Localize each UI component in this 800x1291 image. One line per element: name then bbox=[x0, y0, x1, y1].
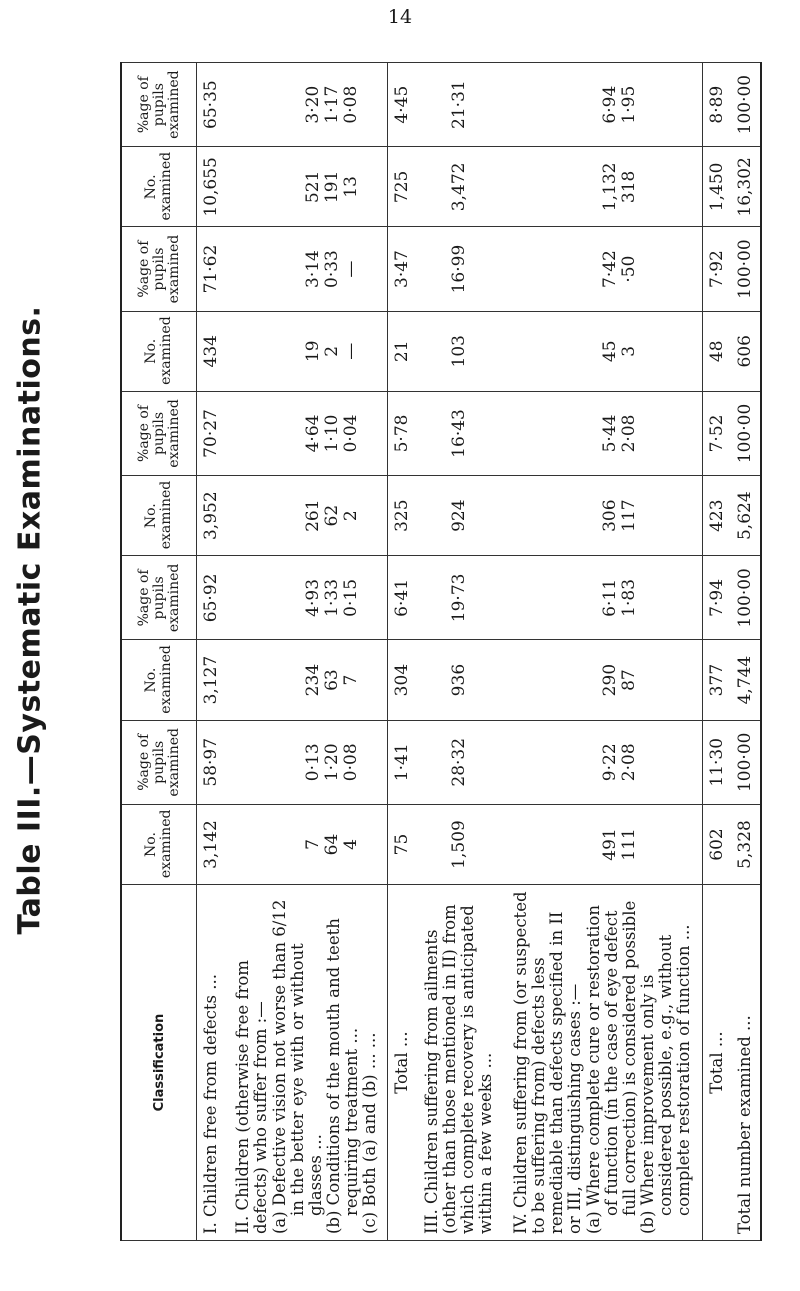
value-line: 62 bbox=[321, 504, 342, 527]
value-line: 100·00 bbox=[735, 403, 756, 464]
value-line bbox=[252, 727, 304, 798]
classification-cell bbox=[417, 885, 503, 1241]
percentage-cell bbox=[197, 227, 226, 311]
value-line: 290 bbox=[600, 663, 621, 697]
value-line: 19 bbox=[302, 340, 323, 363]
classification-label: Total ... bbox=[706, 1031, 726, 1094]
classification-cell bbox=[731, 885, 761, 1241]
number-examined-cell bbox=[702, 640, 731, 720]
percentage-cell bbox=[226, 720, 388, 804]
percentage-cell bbox=[502, 556, 702, 640]
number-examined-cell bbox=[417, 147, 503, 227]
value-line: 4 bbox=[340, 839, 361, 850]
table-row bbox=[226, 63, 388, 1241]
value-line: 6·11 bbox=[600, 578, 621, 617]
percentage-cell bbox=[702, 227, 731, 311]
value-line: 87 bbox=[619, 669, 640, 691]
percentage-cell bbox=[417, 227, 503, 311]
value-line: 70·27 bbox=[200, 409, 221, 458]
percentage-cell bbox=[502, 227, 702, 311]
value-line: 7·94 bbox=[706, 578, 727, 617]
column-header-classification: Classification bbox=[121, 885, 197, 1241]
percentage-cell bbox=[417, 720, 503, 804]
value-line bbox=[252, 233, 304, 304]
value-line bbox=[565, 562, 601, 633]
percentage-cell bbox=[388, 63, 417, 147]
value-line: ·50 bbox=[619, 255, 640, 283]
value-line: 0·33 bbox=[321, 250, 342, 288]
number-examined-cell bbox=[388, 804, 417, 884]
percentage-cell bbox=[502, 391, 702, 475]
number-examined-cell bbox=[417, 804, 503, 884]
classification-label: II. Children (otherwise free from defects) who suffer from :— bbox=[232, 960, 270, 1234]
value-line: 7 bbox=[340, 674, 361, 686]
value-line: 5,328 bbox=[735, 820, 756, 869]
number-examined-cell bbox=[731, 476, 761, 556]
value-line: 1·10 bbox=[321, 414, 342, 453]
number-examined-cell bbox=[197, 804, 226, 884]
value-line: 936 bbox=[448, 663, 469, 697]
value-line: 7·42 bbox=[600, 250, 621, 288]
number-examined-cell bbox=[702, 804, 731, 884]
table-total-row bbox=[702, 63, 731, 1241]
classification-cell bbox=[702, 885, 731, 1241]
value-line bbox=[252, 69, 304, 140]
value-line: 6·94 bbox=[600, 85, 621, 124]
percentage-cell bbox=[226, 227, 388, 311]
classification-sublabel: (a) Defective vision not worse than 6/12 in the better eye with or without glasses ... bbox=[269, 899, 325, 1234]
value-line: 100·00 bbox=[735, 568, 756, 628]
percentage-cell bbox=[702, 720, 731, 804]
number-examined-cell bbox=[502, 311, 702, 391]
number-examined-cell bbox=[388, 640, 417, 720]
percentage-cell bbox=[502, 720, 702, 804]
value-line: 1,450 bbox=[706, 162, 727, 212]
value-line: — bbox=[340, 260, 361, 278]
value-line: 1·17 bbox=[321, 85, 342, 124]
value-line: 3·20 bbox=[302, 85, 323, 124]
number-examined-cell bbox=[388, 311, 417, 391]
percentage-cell bbox=[388, 391, 417, 475]
number-examined-cell bbox=[731, 640, 761, 720]
value-line: 725 bbox=[391, 170, 412, 204]
percentage-cell bbox=[731, 63, 761, 147]
number-examined-cell bbox=[731, 311, 761, 391]
table-body bbox=[197, 63, 762, 1241]
number-examined-cell bbox=[197, 640, 226, 720]
value-line: 0·08 bbox=[340, 743, 361, 782]
classification-sublabel: (a) Where complete cure or restoration of function (in the case of eye defect full correction) is considered possible bbox=[583, 900, 639, 1234]
classification-cell bbox=[502, 885, 702, 1241]
number-examined-cell bbox=[197, 311, 226, 391]
value-line: 377 bbox=[706, 663, 727, 697]
column-header-number-examined: No. examined bbox=[121, 147, 197, 227]
number-examined-cell bbox=[702, 476, 731, 556]
number-examined-cell bbox=[197, 476, 226, 556]
value-line: 4·93 bbox=[302, 578, 323, 617]
percentage-cell bbox=[388, 227, 417, 311]
value-line bbox=[252, 562, 304, 633]
value-line: 111 bbox=[619, 828, 640, 861]
value-line bbox=[565, 811, 601, 878]
table-title: Table III.—Systematic Examinations. bbox=[12, 305, 48, 935]
value-line: 100·00 bbox=[735, 74, 756, 135]
column-header-percentage: %age of pupils examined bbox=[121, 720, 197, 804]
value-line: 0·08 bbox=[340, 85, 361, 124]
number-examined-cell bbox=[388, 476, 417, 556]
number-examined-cell bbox=[388, 147, 417, 227]
value-line: 5·44 bbox=[600, 414, 621, 453]
value-line: 602 bbox=[706, 828, 727, 861]
number-examined-cell bbox=[226, 804, 388, 884]
value-line: 434 bbox=[200, 335, 221, 368]
value-line: 3,127 bbox=[200, 655, 221, 705]
number-examined-cell bbox=[226, 311, 388, 391]
value-line: 0·04 bbox=[340, 414, 361, 453]
column-header-percentage: %age of pupils examined bbox=[121, 63, 197, 147]
percentage-cell bbox=[197, 63, 226, 147]
percentage-cell bbox=[197, 720, 226, 804]
header-row bbox=[121, 63, 197, 1241]
classification-cell bbox=[226, 885, 388, 1241]
table-row bbox=[417, 63, 503, 1241]
value-line: 103 bbox=[448, 335, 469, 368]
value-line bbox=[565, 482, 601, 549]
number-examined-cell bbox=[731, 804, 761, 884]
value-line: 1,509 bbox=[448, 820, 469, 869]
value-line: 304 bbox=[391, 663, 412, 697]
value-line: 3,142 bbox=[200, 820, 221, 869]
number-examined-cell bbox=[702, 311, 731, 391]
value-line: 3·14 bbox=[302, 250, 323, 288]
value-line: 7·92 bbox=[706, 250, 727, 288]
value-line: 19·73 bbox=[448, 573, 469, 623]
value-line: 1·33 bbox=[321, 578, 342, 617]
value-line bbox=[252, 153, 304, 220]
classification-sublabel: (b) Conditions of the mouth and teeth requiring treatment ... bbox=[323, 918, 361, 1234]
value-line: 3,952 bbox=[200, 491, 221, 541]
column-header-number-examined: No. examined bbox=[121, 476, 197, 556]
value-line: 21 bbox=[391, 340, 412, 363]
percentage-cell bbox=[226, 391, 388, 475]
number-examined-cell bbox=[417, 311, 503, 391]
value-line: 48 bbox=[706, 340, 727, 363]
value-line: 4·64 bbox=[302, 414, 323, 453]
value-line: 1·83 bbox=[619, 578, 640, 617]
value-line: 1·20 bbox=[321, 743, 342, 782]
number-examined-cell bbox=[226, 147, 388, 227]
percentage-cell bbox=[502, 63, 702, 147]
column-header-percentage: %age of pupils examined bbox=[121, 556, 197, 640]
value-line: 28·32 bbox=[448, 737, 469, 787]
value-line: 13 bbox=[340, 176, 361, 198]
number-examined-cell bbox=[226, 640, 388, 720]
value-line bbox=[565, 646, 601, 713]
value-line: 325 bbox=[391, 499, 412, 532]
percentage-cell bbox=[731, 720, 761, 804]
value-line: 606 bbox=[735, 335, 756, 368]
number-examined-cell bbox=[417, 640, 503, 720]
percentage-cell bbox=[417, 391, 503, 475]
classification-label: Total ... bbox=[391, 1031, 411, 1094]
value-line bbox=[252, 646, 304, 713]
value-line: 10,655 bbox=[200, 157, 221, 217]
value-line: 64 bbox=[321, 833, 342, 856]
percentage-cell bbox=[731, 556, 761, 640]
column-header-percentage: %age of pupils examined bbox=[121, 391, 197, 475]
value-line bbox=[565, 233, 601, 304]
value-line: 16·99 bbox=[448, 244, 469, 294]
value-line: 21·31 bbox=[448, 80, 469, 129]
percentage-cell bbox=[702, 391, 731, 475]
number-examined-cell bbox=[502, 147, 702, 227]
classification-label: IV. Children suffering from (or suspected to be suffering from) defects less remediable than defects specified in II or III, distinguishing cases :— bbox=[510, 891, 584, 1234]
table-row bbox=[197, 63, 226, 1241]
value-line: 423 bbox=[706, 499, 727, 532]
value-line: 491 bbox=[600, 828, 621, 861]
systematic-examinations-table bbox=[120, 62, 762, 1241]
value-line: 7·52 bbox=[706, 414, 727, 453]
table-row bbox=[502, 63, 702, 1241]
value-line: 1·41 bbox=[391, 743, 412, 782]
value-line: 0·13 bbox=[302, 743, 323, 782]
value-line: 16,302 bbox=[735, 157, 756, 217]
value-line bbox=[252, 811, 304, 878]
percentage-cell bbox=[197, 556, 226, 640]
value-line: 65·35 bbox=[200, 80, 221, 129]
value-line: 117 bbox=[619, 499, 640, 532]
value-line: 16·43 bbox=[448, 409, 469, 458]
percentage-cell bbox=[702, 556, 731, 640]
value-line: 1·95 bbox=[619, 85, 640, 124]
value-line bbox=[252, 318, 304, 385]
column-header-percentage: %age of pupils examined bbox=[121, 227, 197, 311]
value-line: 9·22 bbox=[600, 743, 621, 782]
value-line: 6·41 bbox=[391, 578, 412, 617]
value-line: 4·45 bbox=[391, 85, 412, 124]
value-line: 261 bbox=[302, 499, 323, 532]
value-line: 3·47 bbox=[391, 250, 412, 288]
value-line: 2 bbox=[340, 510, 361, 522]
number-examined-cell bbox=[502, 804, 702, 884]
number-examined-cell bbox=[226, 476, 388, 556]
percentage-cell bbox=[731, 391, 761, 475]
value-line: 318 bbox=[619, 170, 640, 204]
table-title-band bbox=[0, 0, 60, 1291]
classification-cell bbox=[197, 885, 226, 1241]
value-line: — bbox=[340, 342, 361, 360]
value-line bbox=[252, 482, 304, 549]
classification-sublabel: (c) Both (a) and (b) ... ... bbox=[359, 1032, 379, 1234]
value-line: 4,744 bbox=[735, 655, 756, 705]
value-line: 2 bbox=[321, 345, 342, 357]
percentage-cell bbox=[731, 227, 761, 311]
value-line: 5,624 bbox=[735, 491, 756, 541]
table-total-row bbox=[388, 63, 417, 1241]
percentage-cell bbox=[226, 63, 388, 147]
number-examined-cell bbox=[417, 476, 503, 556]
value-line bbox=[252, 398, 304, 469]
value-line bbox=[565, 318, 601, 385]
value-line: 63 bbox=[321, 669, 342, 691]
percentage-cell bbox=[388, 556, 417, 640]
number-examined-cell bbox=[502, 476, 702, 556]
number-examined-cell bbox=[702, 147, 731, 227]
value-line bbox=[565, 398, 601, 469]
number-examined-cell bbox=[731, 147, 761, 227]
value-line: 45 bbox=[600, 340, 621, 363]
percentage-cell bbox=[417, 63, 503, 147]
classification-label: Total number examined ... bbox=[735, 1015, 755, 1234]
percentage-cell bbox=[226, 556, 388, 640]
value-line: 8·89 bbox=[706, 85, 727, 124]
percentage-cell bbox=[388, 720, 417, 804]
value-line bbox=[565, 69, 601, 140]
number-examined-cell bbox=[197, 147, 226, 227]
rotated-table-frame bbox=[120, 62, 762, 1241]
value-line: 75 bbox=[391, 833, 412, 856]
number-examined-cell bbox=[502, 640, 702, 720]
value-line: 3 bbox=[619, 345, 640, 357]
value-line: 3,472 bbox=[448, 162, 469, 212]
column-header-number-examined: No. examined bbox=[121, 804, 197, 884]
percentage-cell bbox=[417, 556, 503, 640]
value-line: 71·62 bbox=[200, 244, 221, 294]
column-header-number-examined: No. examined bbox=[121, 311, 197, 391]
value-line: 2·08 bbox=[619, 414, 640, 453]
percentage-cell bbox=[197, 391, 226, 475]
value-line: 521 bbox=[302, 170, 323, 204]
value-line: 100·00 bbox=[735, 732, 756, 793]
classification-sublabel: (b) Where improvement only is considered possible, e.g., without complete restoration of function ... bbox=[637, 924, 693, 1234]
value-line bbox=[565, 727, 601, 798]
value-line: 1,132 bbox=[600, 162, 621, 212]
classification-cell bbox=[388, 885, 417, 1241]
value-line: 191 bbox=[321, 170, 342, 204]
value-line: 234 bbox=[302, 663, 323, 697]
table-row bbox=[731, 63, 761, 1241]
value-line: 0·15 bbox=[340, 578, 361, 617]
classification-label: I. Children free from defects ... bbox=[200, 973, 220, 1234]
value-line bbox=[565, 153, 601, 220]
value-line: 11·30 bbox=[706, 737, 727, 787]
column-header-number-examined: No. examined bbox=[121, 640, 197, 720]
value-line: 924 bbox=[448, 499, 469, 532]
value-line: 306 bbox=[600, 499, 621, 532]
value-line: 7 bbox=[302, 839, 323, 850]
value-line: 65·92 bbox=[200, 573, 221, 623]
classification-label: III. Children suffering from ailments (other than those mentioned in II) from which complete recovery is anticipated within a few weeks ... bbox=[421, 904, 495, 1234]
value-line: 58·97 bbox=[200, 737, 221, 787]
value-line: 2·08 bbox=[619, 743, 640, 782]
percentage-cell bbox=[702, 63, 731, 147]
value-line: 5·78 bbox=[391, 414, 412, 453]
value-line: 100·00 bbox=[735, 239, 756, 299]
page-number: 14 bbox=[387, 6, 413, 28]
